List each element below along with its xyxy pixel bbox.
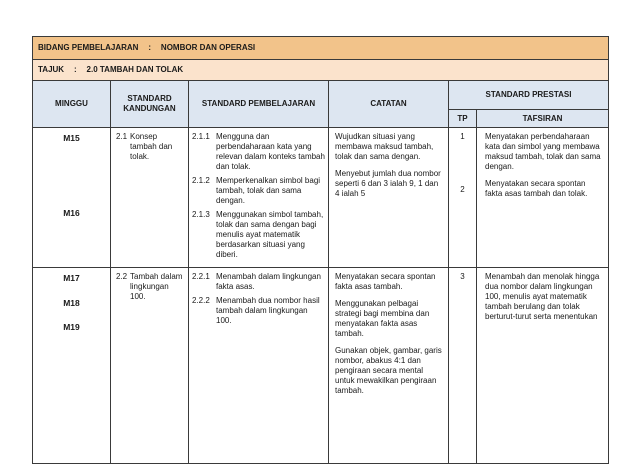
bidang-separator: : [148, 43, 152, 52]
sp-text: Memperkenalkan simbol bagi tambah, tolak dan sama dengan. [216, 176, 321, 205]
bidang-label: BIDANG PEMBELAJARAN [38, 43, 139, 52]
catatan-note: Menggunakan pelbagai strategi bagi membina dan menyatakan fakta asas tambah. [335, 299, 430, 338]
sk-number: 2.2 [116, 272, 128, 281]
rpt-table [32, 36, 609, 464]
sp-number: 2.2.2 [192, 296, 210, 305]
week-label: M19 [63, 322, 80, 333]
sp-text: Menambah dua nombor hasil tambah dalam lingkungan 100. [216, 296, 320, 325]
sk-number: 2.1 [116, 132, 128, 141]
tp-level: 3 [460, 272, 465, 281]
sk-text: Tambah dalam lingkungan 100. [130, 272, 183, 301]
tafsiran-text: Menambah dan menolak hingga dua nombor dalam lingkungan 100, menulis ayat matematik tambah berulang dan tolak berturut-turut serta menentukan [485, 272, 600, 321]
tafsiran-text: Menyatakan perbendaharaan kata dan simbol yang membawa maksud tambah, tolak dan sama dengan. [485, 132, 601, 171]
catatan-cell [329, 268, 449, 464]
weeks-cell [33, 128, 111, 268]
table-row [33, 268, 609, 464]
header-tafsiran: TAFSIRAN [477, 110, 609, 128]
tp-level: 2 [460, 185, 465, 194]
sk-cell [111, 268, 189, 464]
tajuk-row [33, 60, 609, 81]
header-minggu: MINGGU [33, 81, 111, 128]
week-label: M15 [63, 133, 80, 143]
catatan-note: Gunakan objek, gambar, garis nombor, abakus 4:1 dan pengiraan secara mental untuk mewakilkan pengiraan tambah. [335, 346, 442, 395]
catatan-note: Wujudkan situasi yang membawa maksud tambah, tolak dan sama dengan. [335, 132, 434, 161]
sp-number: 2.1.2 [192, 176, 210, 185]
tp-cell [449, 128, 477, 268]
catatan-cell [329, 128, 449, 268]
catatan-note: Menyatakan secara spontan fakta asas tambah. [335, 272, 436, 291]
sp-text: Menggunakan simbol tambah, tolak dan sama dengan bagi menulis ayat matematik berdasarkan situasi yang diberi. [216, 210, 324, 259]
sp-text: Mengguna dan perbendaharaan kata yang relevan dalam konteks tambah dan tolak. [216, 132, 325, 171]
header-catatan: CATATAN [329, 81, 449, 128]
bidang-cell [33, 37, 609, 60]
sk-cell [111, 128, 189, 268]
header-tp: TP [449, 110, 477, 128]
header-standard-pembelajaran: STANDARD PEMBELAJARAN [189, 81, 329, 128]
tp-level: 1 [460, 132, 465, 141]
tafsiran-text: Menyatakan secara spontan fakta asas tambah dan tolak. [485, 179, 588, 198]
table-row [33, 128, 609, 268]
sp-number: 2.1.1 [192, 132, 210, 141]
tajuk-value: 2.0 TAMBAH DAN TOLAK [86, 65, 184, 74]
tp-cell [449, 268, 477, 464]
week-label: M17 [63, 273, 80, 283]
week-label: M16 [63, 207, 80, 218]
bidang-row [33, 37, 609, 60]
header-row [33, 81, 609, 110]
header-standard-kandungan: STANDARD KANDUNGAN [111, 81, 189, 128]
weeks-cell [33, 268, 111, 464]
tajuk-separator: : [73, 65, 77, 74]
week-label: M18 [63, 297, 80, 308]
tafsiran-cell [477, 128, 609, 268]
tajuk-cell [33, 60, 609, 81]
sp-cell [189, 128, 329, 268]
sp-cell [189, 268, 329, 464]
sk-text: Konsep tambah dan tolak. [130, 132, 173, 161]
bidang-value: NOMBOR DAN OPERASI [160, 43, 256, 52]
sp-text: Menambah dalam lingkungan fakta asas. [216, 272, 321, 291]
tafsiran-cell [477, 268, 609, 464]
catatan-note: Menyebut jumlah dua nombor seperti 6 dan 3 ialah 9, 1 dan 4 ialah 5 [335, 169, 441, 198]
tajuk-label: TAJUK [38, 65, 65, 74]
sp-number: 2.2.1 [192, 272, 210, 281]
sp-number: 2.1.3 [192, 210, 210, 219]
header-standard-prestasi: STANDARD PRESTASI [449, 81, 609, 110]
